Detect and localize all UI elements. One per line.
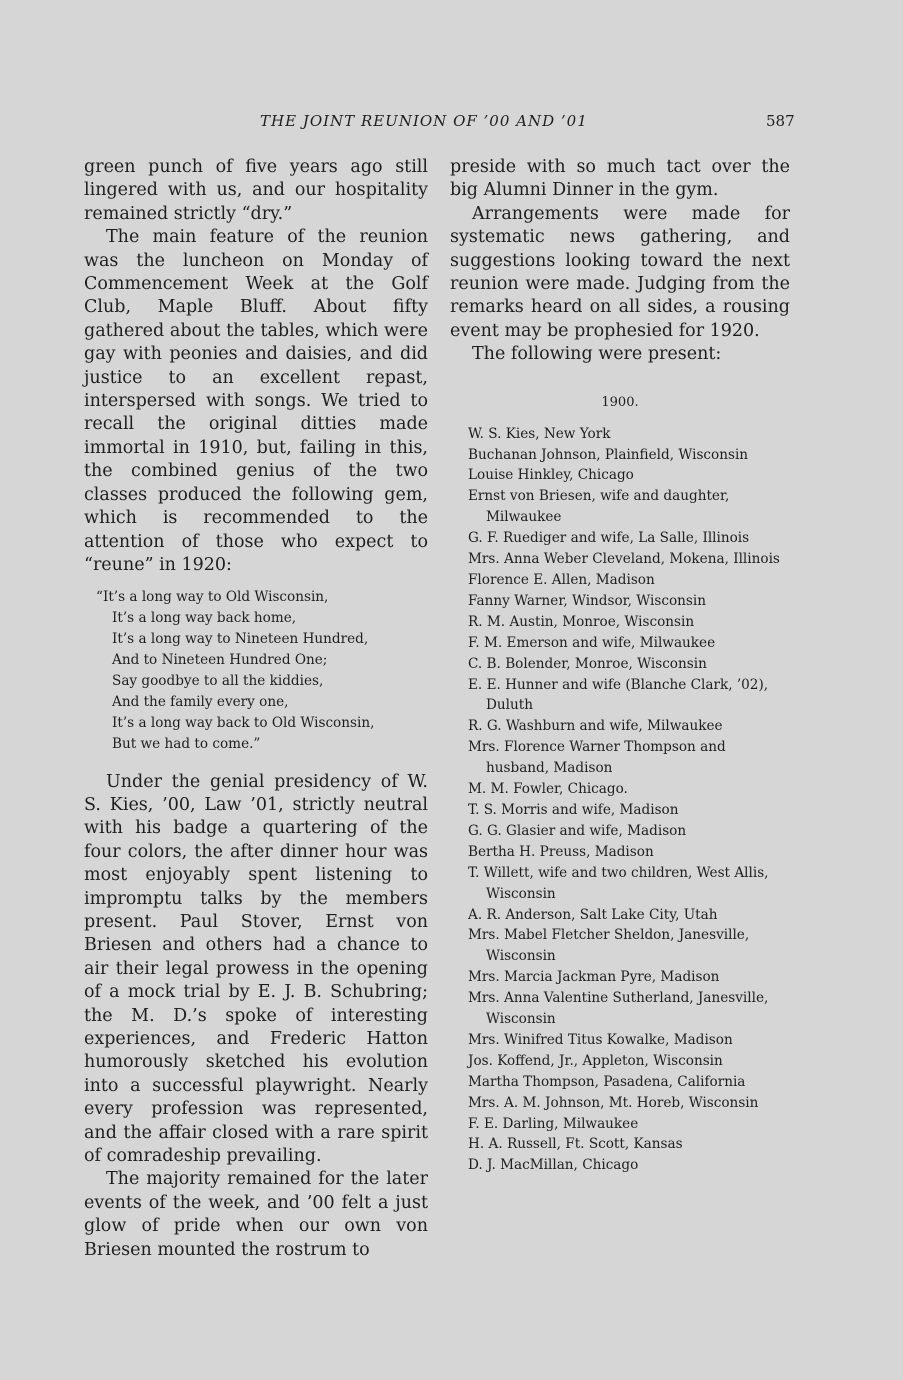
attendee-entry: Fanny Warner, Windsor, Wisconsin bbox=[468, 592, 706, 609]
attendee-entry: Mrs. Winifred Titus Kowalke, Madison bbox=[468, 1031, 733, 1048]
paragraph: green punch of five years ago still lingered with us, and our hospitality remained strictly “dry.” bbox=[84, 157, 428, 224]
poem-line: It’s a long way to Nineteen Hundred, bbox=[112, 631, 369, 648]
attendee-list bbox=[450, 424, 790, 1177]
running-head: THE JOINT REUNION OF ’00 AND ’01 bbox=[260, 112, 588, 130]
attendee-entry: T. Willett, wife and two children, West Allis, Wisconsin bbox=[468, 864, 769, 902]
attendee-entry: Florence E. Allen, Madison bbox=[468, 572, 655, 588]
attendee-entry: M. M. Fowler, Chicago. bbox=[468, 781, 628, 798]
page-number: 587 bbox=[766, 112, 795, 130]
poem-line: But we had to come.” bbox=[112, 735, 261, 752]
attendee-entry: T. S. Morris and wife, Madison bbox=[468, 801, 679, 818]
paragraph: The following were present: bbox=[472, 344, 722, 365]
paragraph: The main feature of the reunion was the luncheon on Monday of Commencement Week at the Golf Club, Maple Bluff. About fifty gathered about the tables, which were gay with peonies and daisies, and did justice to an excellent repast, interspersed with songs. We tried to recall the original ditties made immortal in 1910, but, failing in this, the combined genius of the two classes produced the following gem, which is recommended to the attention of those who expect to “reune” in 1920: bbox=[84, 227, 428, 575]
attendee-entry: Martha Thompson, Pasadena, California bbox=[468, 1073, 746, 1090]
poem bbox=[84, 587, 428, 754]
attendee-entry: Mrs. Anna Valentine Sutherland, Janesville, Wisconsin bbox=[468, 990, 769, 1028]
paragraph: The majority remained for the later events of the week, and ’00 felt a just glow of pride when our own von Briesen mounted the rostrum to bbox=[84, 1169, 428, 1260]
attendee-entry: W. S. Kies, New York bbox=[468, 425, 611, 442]
attendee-entry: Buchanan Johnson, Plainfield, Wisconsin bbox=[468, 446, 749, 463]
attendee-entry: F. E. Darling, Milwaukee bbox=[468, 1115, 639, 1132]
attendee-entry: Mrs. Marcia Jackman Pyre, Madison bbox=[468, 969, 720, 986]
attendee-entry: Mrs. Anna Weber Cleveland, Mokena, Illinois bbox=[468, 551, 780, 568]
attendee-entry: G. G. Glasier and wife, Madison bbox=[468, 822, 687, 839]
attendee-entry: Bertha H. Preuss, Madison bbox=[468, 843, 654, 860]
poem-line: Say goodbye to all the kiddies, bbox=[112, 672, 324, 689]
attendee-entry: E. E. Hunner and wife (Blanche Clark, ’02), Duluth bbox=[468, 676, 769, 714]
paragraph: Under the genial presidency of W. S. Kies, ’00, Law ’01, strictly neutral with his badge a quartering of the four colors, the after dinner hour was most enjoyably spent listening to impromptu talks by the members present. Paul Stover, Ernst von Briesen and others had a chance to air their legal prowess in the opening of a mock trial by E. J. B. Schubring; the M. D.’s spoke of interesting experiences, and Frederic Hatton humorously sketched his evolution into a successful playwright. Nearly every profession was represented, and the affair closed with a rare spirit of comradeship prevailing. bbox=[84, 771, 428, 1167]
year-heading: 1900. bbox=[601, 394, 639, 410]
attendee-entry: Ernst von Briesen, wife and daughter, Milwaukee bbox=[468, 488, 730, 526]
right-column bbox=[450, 156, 790, 1176]
attendee-entry: Jos. Koffend, Jr., Appleton, Wisconsin bbox=[468, 1052, 723, 1069]
attendee-entry: Mrs. Florence Warner Thompson and husband, Madison bbox=[468, 739, 726, 777]
attendee-entry: R. M. Austin, Monroe, Wisconsin bbox=[468, 613, 695, 630]
poem-line: It’s a long way back to Old Wisconsin, bbox=[112, 714, 375, 731]
poem-line: And to Nineteen Hundred One; bbox=[112, 652, 328, 669]
attendee-entry: A. R. Anderson, Salt Lake City, Utah bbox=[468, 906, 718, 923]
left-column bbox=[84, 156, 428, 1262]
attendee-entry: D. J. MacMillan, Chicago bbox=[468, 1157, 639, 1174]
attendee-entry: Louise Hinkley, Chicago bbox=[468, 467, 634, 484]
attendee-entry: R. G. Washburn and wife, Milwaukee bbox=[468, 718, 723, 735]
attendee-entry: C. B. Bolender, Monroe, Wisconsin bbox=[468, 655, 707, 672]
poem-line: It’s a long way back home, bbox=[112, 610, 297, 627]
attendee-entry: Mrs. A. M. Johnson, Mt. Horeb, Wisconsin bbox=[468, 1094, 759, 1111]
attendee-entry: G. F. Ruediger and wife, La Salle, Illinois bbox=[468, 530, 750, 547]
poem-line: “It’s a long way to Old Wisconsin, bbox=[96, 589, 329, 606]
paragraph: Arrangements were made for systematic news gathering, and suggestions looking toward the next reunion were made. Judging from the remarks heard on all sides, a rousing event may be prophesied for 1920. bbox=[450, 203, 790, 341]
paragraph: preside with so much tact over the big Alumni Dinner in the gym. bbox=[450, 157, 790, 201]
attendee-entry: F. M. Emerson and wife, Milwaukee bbox=[468, 634, 716, 651]
attendee-entry: Mrs. Mabel Fletcher Sheldon, Janesville, Wisconsin bbox=[468, 927, 750, 965]
poem-line: And the family every one, bbox=[112, 693, 289, 710]
attendee-entry: H. A. Russell, Ft. Scott, Kansas bbox=[468, 1136, 683, 1153]
